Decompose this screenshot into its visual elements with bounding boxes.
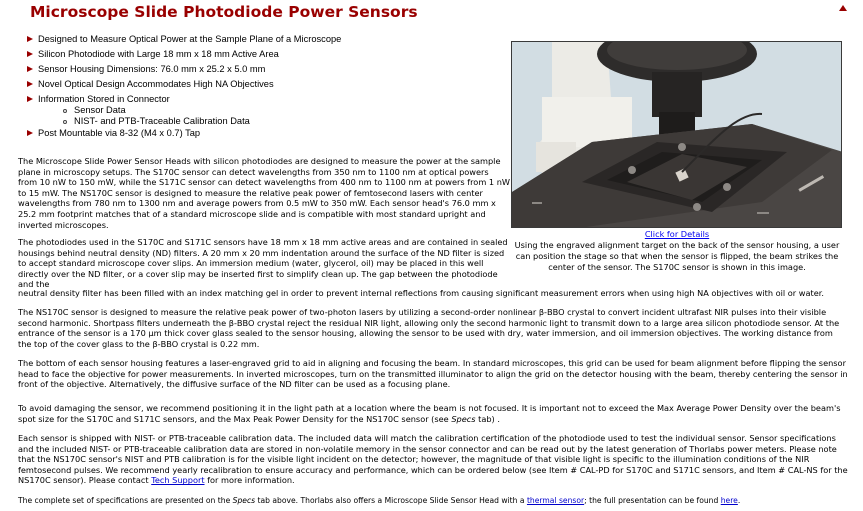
bullet-triangle-icon (27, 81, 33, 87)
feature-item (26, 64, 341, 75)
specs-summary-paragraph: The complete set of specifications are presented on the Specs tab above. Thorlabs also offers a Microscope Slide Sensor Head with a thermal sensor; the full presentation can be found here. (18, 496, 741, 505)
product-image[interactable] (511, 41, 842, 228)
click-for-details-link[interactable]: Click for Details (644, 229, 710, 239)
tech-support-link[interactable]: Tech Support (151, 475, 205, 486)
bullet-triangle-icon (27, 51, 33, 57)
back-to-top-triangle-up-icon[interactable] (839, 5, 847, 11)
here-link[interactable]: here (720, 496, 738, 505)
feature-item (26, 49, 341, 60)
feature-item (26, 128, 341, 139)
feature-label: Information Stored in Connector (38, 94, 170, 104)
specs-tab-reference: Specs (232, 496, 256, 505)
feature-item (26, 79, 341, 90)
feature-sublist (62, 105, 341, 127)
feature-label: Post Mountable via 8-32 (M4 x 0.7) Tap (38, 128, 201, 138)
specs-tab-reference: Specs (451, 413, 476, 424)
bullet-triangle-icon (27, 130, 33, 136)
thermal-sensor-link[interactable]: thermal sensor (526, 496, 585, 505)
feature-sublabel: NIST- and PTB-Traceable Calibration Data (74, 116, 250, 126)
feature-list (26, 34, 341, 143)
photodiode-paragraph-continued: neutral density filter has been filled with an index matching gel in order to prevent internal reflections from causing significant measurement errors when using high NA objectives with oil or water. (18, 288, 824, 298)
bullet-circle-icon (63, 120, 67, 124)
calibration-paragraph: Each sensor is shipped with NIST- or PTB-traceable calibration data. The included data will match the calibration certification of the photodiode used to test the individual sensor. Sensor specifications and the included NIST- or PTB-traceable calibration data are stored in non-volatile memory in the sensor connector and can be read out by the latest generation of Thorlabs power meters. Please note that the NS170C sensor's NIST and PTB calibration is for the visible light incident on the detector; however, the magnitude of that visible light is specific to the illumination conditions of the NIR femtosecond pulses. We recommend yearly recalibration to ensure accuracy and performance, which can be ordered below (see Item # CAL-PD for S170C and S171C sensors, and Item # CAL-NS for the NS170C sensor). Please contact Tech Support for more information. (18, 433, 848, 486)
feature-sublabel: Sensor Data (74, 105, 126, 115)
feature-subitem (62, 105, 341, 116)
bullet-triangle-icon (27, 96, 33, 102)
feature-subitem (62, 116, 341, 127)
feature-label: Designed to Measure Optical Power at the Sample Plane of a Microscope (38, 34, 342, 44)
bullet-triangle-icon (27, 66, 33, 72)
feature-label: Novel Optical Design Accommodates High NA Objectives (38, 79, 274, 89)
alignment-grid-paragraph: The bottom of each sensor housing features a laser-engraved grid to aid in aligning and focusing the beam. In standard microscopes, this grid can be used for beam alignment before flipping the sensor head to face the objective for power measurements. In inverted microscopes, turn on the transmitted illuminator to align the grid on the detector housing with the beam, thereby centering the sensor in front of the objective. Alternatively, the diffusive surface of the ND filter can be used as a focusing plane. (18, 358, 848, 390)
photodiode-paragraph: The photodiodes used in the S170C and S171C sensors have 18 mm x 18 mm active areas and are contained in sealed housings behind neutral density (ND) filters. A 20 mm x 20 mm indentation around the surface of the ND filter is sized to accept standard microscope cover slips. An immersion medium (water, glycerol, oil) may be placed in this well directly over the ND filter, or a cover slip may be inserted first to simplify clean up. The gap between the photodiode and the (18, 237, 508, 290)
feature-label: Sensor Housing Dimensions: 76.0 mm x 25.2 x 5.0 mm (38, 64, 266, 74)
feature-item (26, 34, 341, 45)
ns170c-paragraph: The NS170C sensor is designed to measure the relative peak power of two-photon lasers by utilizing a second-order nonlinear β-BBO crystal to convert incident ultrafast NIR pulses into their visible second harmonic. Shortpass filters underneath the β-BBO crystal reject the residual NIR light, allowing only the second harmonic light to transmit down to a large area silicon photodiode sensor. At the entrance of the sensor is a 170 µm thick cover glass sealed to the sensor housing, allowing the sensor to be used with dry, water immersion, and oil immersion objectives. The working distance from the top of the cover glass to the β-BBO crystal is 0.22 mm. (18, 307, 840, 349)
bullet-triangle-icon (27, 36, 33, 42)
feature-label: Silicon Photodiode with Large 18 mm x 18 mm Active Area (38, 49, 279, 59)
page-title: Microscope Slide Photodiode Power Sensors (30, 3, 418, 21)
bullet-circle-icon (63, 109, 67, 113)
feature-item (26, 94, 341, 127)
intro-paragraph: The Microscope Slide Power Sensor Heads with silicon photodiodes are designed to measure the power at the sample plane in microscopy setups. The S170C sensor can detect wavelengths from 350 nm to 1100 nm at optical powers from 10 nW to 150 mW, while the S171C sensor can detect wavelengths from 400 nm to 1100 nm at powers from 1 nW to 15 mW. The NS170C sensor is designed to measure the relative peak power of femtosecond lasers with center wavelengths from 780 nm to 1300 nm and average powers from 0.5 mW to 350 mW. Each sensor head's 76.0 mm x 25.2 mm footprint matches that of a standard microscope slide and is compatible with most standard upright and inverted microscopes. (18, 156, 510, 230)
damage-warning-paragraph: To avoid damaging the sensor, we recommend positioning it in the light path at a location where the beam is not focused. It is important not to exceed the Max Average Power Density over the beam's spot size for the S170C and S171C sensors, and the Max Peak Power Density for the NS170C sensor (see Specs tab) . (18, 403, 841, 424)
figure-caption-text: Using the engraved alignment target on the back of the sensor housing, a user can position the stage so that when the sensor is flipped, the beam strikes the center of the sensor. The S170C sensor is shown in this image. (514, 240, 840, 272)
microscope-photo-illustration (512, 42, 842, 228)
figure-caption (512, 229, 842, 273)
